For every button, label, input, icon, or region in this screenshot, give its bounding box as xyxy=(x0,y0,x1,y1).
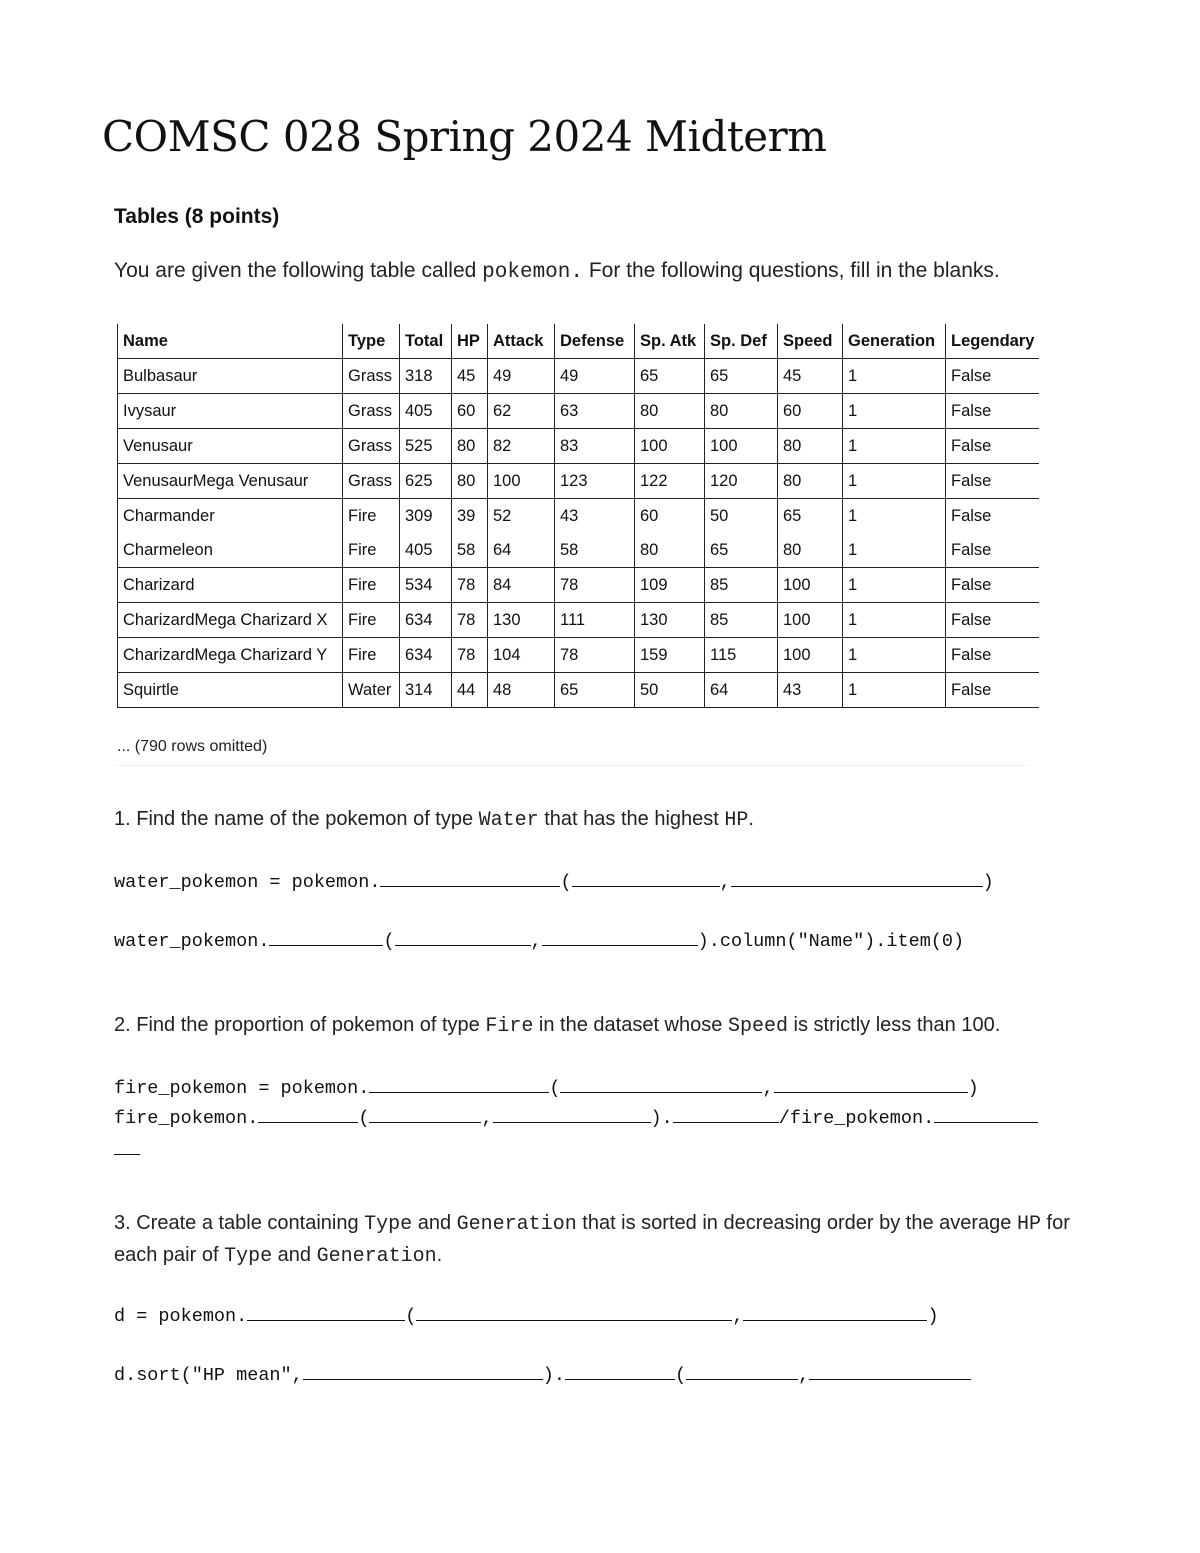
cell-defense: 65 xyxy=(555,673,635,708)
cell-legendary: False xyxy=(946,359,1040,394)
cell-type: Grass xyxy=(343,394,400,429)
cell-hp: 58 xyxy=(452,533,488,568)
column-header-hp: HP xyxy=(452,324,488,359)
cell-type: Grass xyxy=(343,359,400,394)
cell-hp: 45 xyxy=(452,359,488,394)
q3-code-line-2: d.sort("HP mean", ). ( , xyxy=(114,1361,971,1386)
cell-speed: 100 xyxy=(778,568,843,603)
q3-code-generation: Generation xyxy=(316,1245,437,1268)
answer-blank[interactable] xyxy=(369,1074,549,1093)
table-row xyxy=(118,673,1040,708)
column-header-name: Name xyxy=(118,324,343,359)
cell-attack: 130 xyxy=(488,603,555,638)
cell-defense: 83 xyxy=(555,429,635,464)
cell-hp: 80 xyxy=(452,464,488,499)
intro-code-table-name: pokemon. xyxy=(482,261,583,284)
answer-blank[interactable] xyxy=(560,1074,762,1093)
divider xyxy=(114,765,1030,766)
answer-blank[interactable] xyxy=(369,1104,481,1123)
cell-hp: 78 xyxy=(452,603,488,638)
cell-attack: 104 xyxy=(488,638,555,673)
cell-hp: 78 xyxy=(452,568,488,603)
cell-total: 405 xyxy=(400,533,452,568)
cell-generation: 1 xyxy=(843,499,946,534)
cell-generation: 1 xyxy=(843,533,946,568)
q1-code-water: Water xyxy=(478,809,539,832)
table-body xyxy=(118,359,1040,708)
q1-text: . xyxy=(748,808,754,830)
column-header-attack: Attack xyxy=(488,324,555,359)
column-header-sp-atk: Sp. Atk xyxy=(635,324,705,359)
answer-blank[interactable] xyxy=(673,1104,779,1123)
answer-blank[interactable] xyxy=(565,1361,675,1380)
cell-name: Squirtle xyxy=(118,673,343,708)
cell-speed: 100 xyxy=(778,603,843,638)
cell-sp-def: 115 xyxy=(705,638,778,673)
answer-blank[interactable] xyxy=(258,1104,358,1123)
cell-sp-def: 50 xyxy=(705,499,778,534)
cell-sp-atk: 50 xyxy=(635,673,705,708)
cell-speed: 80 xyxy=(778,533,843,568)
answer-blank[interactable] xyxy=(303,1361,543,1380)
cell-generation: 1 xyxy=(843,673,946,708)
cell-speed: 43 xyxy=(778,673,843,708)
cell-legendary: False xyxy=(946,673,1040,708)
answer-blank-continuation[interactable] xyxy=(114,1154,140,1155)
cell-legendary: False xyxy=(946,568,1040,603)
cell-sp-atk: 109 xyxy=(635,568,705,603)
answer-blank[interactable] xyxy=(542,927,698,946)
column-header-type: Type xyxy=(343,324,400,359)
cell-attack: 62 xyxy=(488,394,555,429)
answer-blank[interactable] xyxy=(572,868,720,887)
q2-code-speed: Speed xyxy=(727,1015,788,1038)
cell-generation: 1 xyxy=(843,394,946,429)
question-3-prompt xyxy=(114,1208,1094,1272)
cell-name: Ivysaur xyxy=(118,394,343,429)
table-row xyxy=(118,533,1040,568)
cell-defense: 43 xyxy=(555,499,635,534)
cell-defense: 78 xyxy=(555,568,635,603)
answer-blank[interactable] xyxy=(493,1104,651,1123)
answer-blank[interactable] xyxy=(774,1074,968,1093)
cell-type: Grass xyxy=(343,429,400,464)
cell-total: 314 xyxy=(400,673,452,708)
cell-total: 634 xyxy=(400,603,452,638)
cell-hp: 80 xyxy=(452,429,488,464)
answer-blank[interactable] xyxy=(743,1302,927,1321)
table-row xyxy=(118,499,1040,534)
cell-defense: 49 xyxy=(555,359,635,394)
cell-attack: 82 xyxy=(488,429,555,464)
cell-sp-atk: 122 xyxy=(635,464,705,499)
rows-omitted-note: ... (790 rows omitted) xyxy=(117,738,268,755)
cell-sp-atk: 80 xyxy=(635,394,705,429)
answer-blank[interactable] xyxy=(380,868,560,887)
cell-name: Bulbasaur xyxy=(118,359,343,394)
cell-sp-atk: 65 xyxy=(635,359,705,394)
cell-sp-def: 65 xyxy=(705,359,778,394)
cell-hp: 60 xyxy=(452,394,488,429)
q3-line2-prefix: d.sort("HP mean", xyxy=(114,1365,303,1386)
section-heading: Tables (8 points) xyxy=(114,205,280,228)
cell-hp: 44 xyxy=(452,673,488,708)
q2-text: 2. Find the proportion of pokemon of type xyxy=(114,1014,486,1036)
cell-type: Grass xyxy=(343,464,400,499)
cell-name: VenusaurMega Venusaur xyxy=(118,464,343,499)
answer-blank[interactable] xyxy=(809,1361,971,1380)
cell-type: Fire xyxy=(343,603,400,638)
cell-speed: 80 xyxy=(778,464,843,499)
table-row xyxy=(118,568,1040,603)
q1-code-line-1: water_pokemon = pokemon. ( , ) xyxy=(114,868,994,893)
cell-type: Fire xyxy=(343,638,400,673)
cell-generation: 1 xyxy=(843,359,946,394)
cell-sp-atk: 60 xyxy=(635,499,705,534)
cell-speed: 60 xyxy=(778,394,843,429)
document-title: COMSC 028 Spring 2024 Midterm xyxy=(102,112,827,161)
cell-speed: 100 xyxy=(778,638,843,673)
cell-total: 534 xyxy=(400,568,452,603)
table-row xyxy=(118,603,1040,638)
column-header-speed: Speed xyxy=(778,324,843,359)
pokemon-table xyxy=(117,324,1039,708)
cell-legendary: False xyxy=(946,638,1040,673)
q1-code-line-2: water_pokemon. ( , ).column("Name").item(0) xyxy=(114,927,964,952)
table-row xyxy=(118,429,1040,464)
cell-type: Fire xyxy=(343,568,400,603)
intro-text: You are given the following table called xyxy=(114,259,483,282)
cell-sp-atk: 100 xyxy=(635,429,705,464)
cell-total: 634 xyxy=(400,638,452,673)
answer-blank[interactable] xyxy=(247,1302,405,1321)
q3-text: that is sorted in decreasing order by the average xyxy=(576,1212,1017,1234)
answer-blank[interactable] xyxy=(395,927,531,946)
cell-defense: 123 xyxy=(555,464,635,499)
cell-sp-atk: 159 xyxy=(635,638,705,673)
cell-total: 318 xyxy=(400,359,452,394)
cell-name: Charmeleon xyxy=(118,533,343,568)
q3-text: and xyxy=(272,1244,317,1266)
cell-hp: 39 xyxy=(452,499,488,534)
cell-name: CharizardMega Charizard Y xyxy=(118,638,343,673)
cell-sp-def: 65 xyxy=(705,533,778,568)
cell-name: CharizardMega Charizard X xyxy=(118,603,343,638)
table-header-row xyxy=(118,324,1040,359)
q2-code-line-2: fire_pokemon. ( , ). /fire_pokemon. xyxy=(114,1104,1038,1129)
q3-text: for each pair of xyxy=(114,1212,1070,1266)
column-header-defense: Defense xyxy=(555,324,635,359)
table-row xyxy=(118,638,1040,673)
cell-legendary: False xyxy=(946,533,1040,568)
cell-type: Water xyxy=(343,673,400,708)
intro-text-end: For the following questions, fill in the blanks. xyxy=(582,259,1000,282)
q3-code-type: Type xyxy=(364,1213,413,1236)
q3-text: . xyxy=(436,1244,443,1266)
q1-line2-suffix: ).column("Name").item(0) xyxy=(697,931,965,952)
column-header-legendary: Legendary xyxy=(946,324,1040,359)
q1-line2-prefix: water_pokemon. xyxy=(114,931,270,952)
q3-text: 3. Create a table containing xyxy=(114,1212,365,1234)
question-2-prompt xyxy=(114,1010,1094,1042)
cell-name: Charmander xyxy=(118,499,343,534)
cell-generation: 1 xyxy=(843,429,946,464)
cell-sp-def: 85 xyxy=(705,603,778,638)
q3-line1-prefix: d = pokemon. xyxy=(114,1306,248,1327)
cell-attack: 100 xyxy=(488,464,555,499)
cell-generation: 1 xyxy=(843,568,946,603)
q2-line2-prefix: fire_pokemon. xyxy=(114,1108,259,1129)
cell-generation: 1 xyxy=(843,603,946,638)
cell-defense: 78 xyxy=(555,638,635,673)
cell-speed: 45 xyxy=(778,359,843,394)
q1-text: 1. Find the name of the pokemon of type xyxy=(114,808,479,830)
cell-defense: 111 xyxy=(555,603,635,638)
q2-code-fire: Fire xyxy=(485,1015,534,1038)
cell-defense: 58 xyxy=(555,533,635,568)
column-header-total: Total xyxy=(400,324,452,359)
cell-legendary: False xyxy=(946,603,1040,638)
cell-legendary: False xyxy=(946,499,1040,534)
cell-attack: 48 xyxy=(488,673,555,708)
cell-attack: 49 xyxy=(488,359,555,394)
q2-code-line-1: fire_pokemon = pokemon. ( , ) xyxy=(114,1074,979,1099)
cell-attack: 64 xyxy=(488,533,555,568)
q2-text: in the dataset whose xyxy=(533,1014,728,1036)
answer-blank[interactable] xyxy=(934,1104,1038,1123)
q1-line1-prefix: water_pokemon = pokemon. xyxy=(114,872,381,893)
q3-code-hp: HP xyxy=(1016,1213,1041,1236)
table-row xyxy=(118,359,1040,394)
cell-attack: 52 xyxy=(488,499,555,534)
cell-total: 405 xyxy=(400,394,452,429)
cell-name: Venusaur xyxy=(118,429,343,464)
cell-sp-atk: 130 xyxy=(635,603,705,638)
cell-sp-def: 80 xyxy=(705,394,778,429)
cell-sp-def: 100 xyxy=(705,429,778,464)
column-header-sp-def: Sp. Def xyxy=(705,324,778,359)
cell-defense: 63 xyxy=(555,394,635,429)
q1-text: that has the highest xyxy=(538,808,725,830)
q3-code-type: Type xyxy=(224,1245,273,1268)
answer-blank[interactable] xyxy=(269,927,383,946)
cell-name: Charizard xyxy=(118,568,343,603)
column-header-generation: Generation xyxy=(843,324,946,359)
cell-legendary: False xyxy=(946,394,1040,429)
cell-sp-atk: 80 xyxy=(635,533,705,568)
cell-speed: 80 xyxy=(778,429,843,464)
q3-text: and xyxy=(412,1212,457,1234)
section-intro xyxy=(114,259,1000,284)
q2-line1-prefix: fire_pokemon = pokemon. xyxy=(114,1078,370,1099)
cell-legendary: False xyxy=(946,429,1040,464)
cell-total: 625 xyxy=(400,464,452,499)
answer-blank[interactable] xyxy=(416,1302,732,1321)
answer-blank[interactable] xyxy=(731,868,983,887)
cell-type: Fire xyxy=(343,499,400,534)
cell-speed: 65 xyxy=(778,499,843,534)
table-row xyxy=(118,464,1040,499)
cell-total: 525 xyxy=(400,429,452,464)
table-row xyxy=(118,394,1040,429)
cell-sp-def: 120 xyxy=(705,464,778,499)
question-1-prompt xyxy=(114,804,1094,836)
cell-hp: 78 xyxy=(452,638,488,673)
cell-legendary: False xyxy=(946,464,1040,499)
q3-code-generation: Generation xyxy=(456,1213,577,1236)
q2-line2-mid: /fire_pokemon. xyxy=(778,1108,935,1129)
cell-sp-def: 64 xyxy=(705,673,778,708)
answer-blank[interactable] xyxy=(686,1361,798,1380)
q1-code-hp: HP xyxy=(724,809,749,832)
q3-code-line-1: d = pokemon. ( , ) xyxy=(114,1302,939,1327)
cell-generation: 1 xyxy=(843,638,946,673)
cell-generation: 1 xyxy=(843,464,946,499)
cell-attack: 84 xyxy=(488,568,555,603)
cell-sp-def: 85 xyxy=(705,568,778,603)
cell-total: 309 xyxy=(400,499,452,534)
q2-text: is strictly less than 100. xyxy=(787,1014,1001,1036)
cell-type: Fire xyxy=(343,533,400,568)
